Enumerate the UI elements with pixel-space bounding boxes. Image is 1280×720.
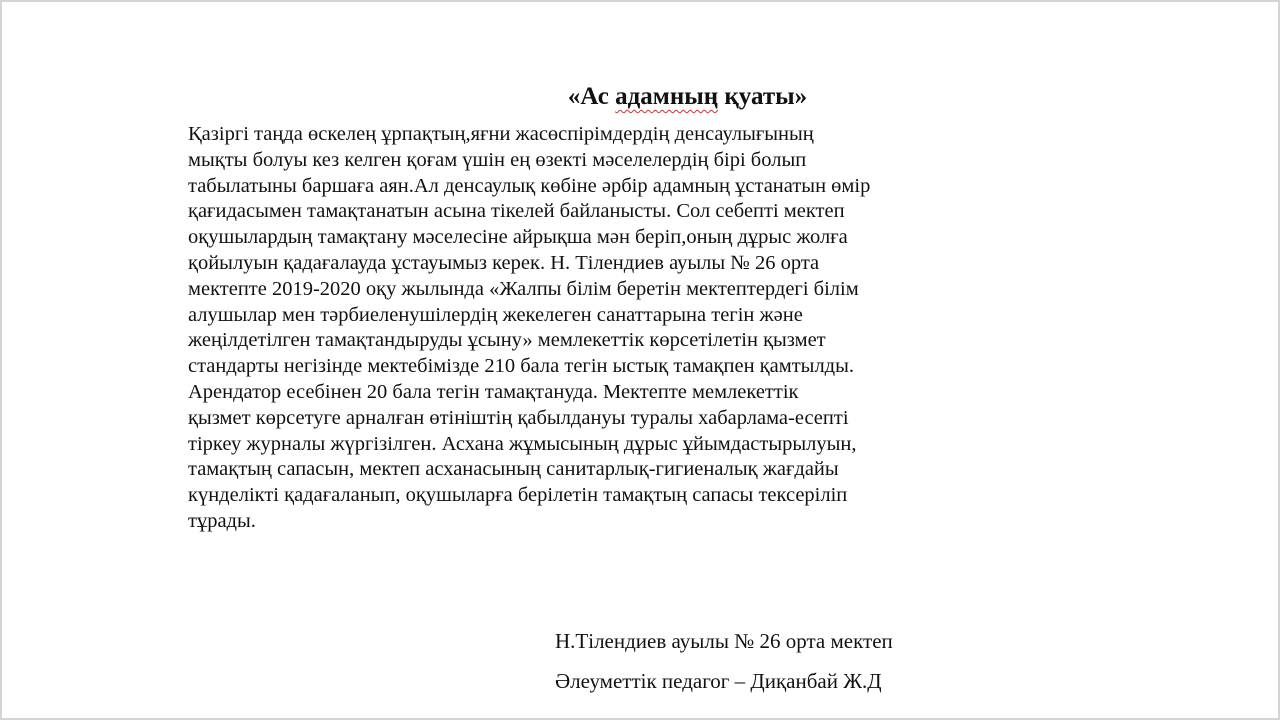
body-line: Қазіргі таңда өскелең ұрпақтың,яғни жасөспірімдердің денсаулығының [188,123,814,145]
body-line: қызмет көрсетуге арналған өтініштің қабылдануы туралы хабарлама-есепті [188,406,849,429]
body-line: қойылуын қадағалауда ұстауымыз керек. Н. Тілендиев ауылы № 26 орта [188,251,820,274]
document-title [2,82,1278,112]
body-line: стандарты негізінде мектебімізде 210 бала тегін ыстық тамақпен қамтылды. [188,355,854,378]
body-line: тіркеу журналы жүргізілген. Асхана жұмысының дұрыс ұйымдастырылуын, [188,432,857,455]
title-spellcheck-word: адамның [615,83,719,110]
body-line: алушылар мен тәрбиеленушілердің жекелеген санаттарына тегін және [188,303,803,326]
body-line: табылатыны баршаға аян.Ал денсаулық көбіне әрбір адамның ұстанатын өмір [188,174,871,197]
body-line: оқушылардың тамақтану мәселесіне айрықша мән беріп,оның дұрыс жолға [188,226,848,249]
title-open: «Ас [567,83,616,110]
title-close: қуаты» [718,83,808,110]
body-line: күнделікті қадағаланып, оқушыларға берілетін тамақтың сапасы тексеріліп [188,484,848,507]
body-line: тамақтың сапасын, мектеп асханасының санитарлық-гигиеналық жағдайы [188,458,839,481]
body-line: тұрады. [188,509,256,532]
body-line: қағидасымен тамақтанатын асына тікелей байланысты. Сол себепті мектеп [188,200,845,223]
signature-school: Н.Тілендиев ауылы № 26 орта мектеп [555,629,893,653]
body-line: Арендатор есебінен 20 бала тегін тамақтануда. Мектепте мемлекеттік [188,380,799,403]
body-paragraph [188,122,1198,535]
body-line: мықты болуы кез келген қоғам үшін ең өзекті мәселелердің бірі болып [188,148,807,171]
signature-author: Әлеуметтік педагог – Диқанбай Ж.Д [555,669,882,693]
body-line: жеңілдетілген тамақтандыруды ұсыну» мемлекеттік көрсетілетін қызмет [188,329,826,352]
body-line: мектепте 2019-2020 оқу жылында «Жалпы білім беретін мектептердегі білім [188,277,859,300]
